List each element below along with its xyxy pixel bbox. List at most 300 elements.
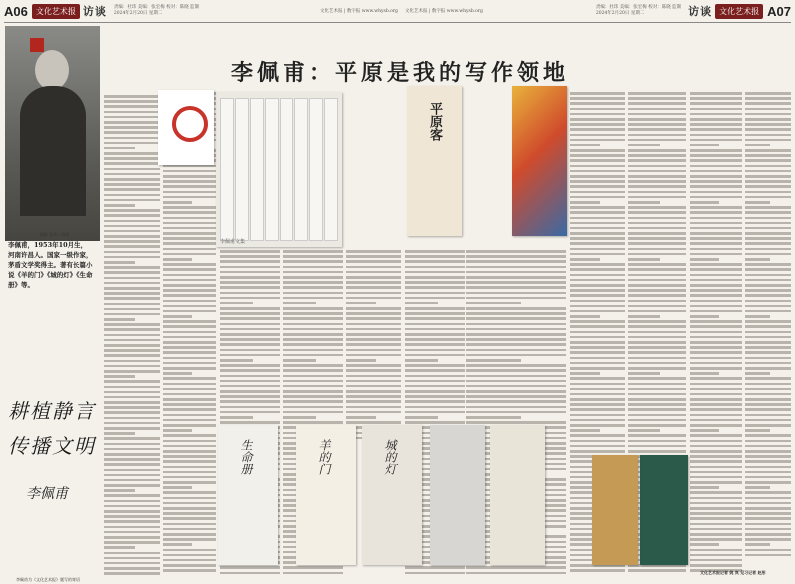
- text-line: [283, 328, 343, 331]
- text-line: [745, 92, 791, 95]
- text-line: [570, 393, 625, 396]
- text-line: [570, 300, 625, 303]
- author-bio: 李佩甫，1953年10月生，河南许昌人。国家一级作家，茅盾文学奖得主。著有长篇小说《羊的门》《城的灯》《生命册》等。: [8, 241, 93, 289]
- text-line: [104, 422, 160, 425]
- text-line: [570, 403, 625, 406]
- text-line: [745, 180, 791, 183]
- text-line: [690, 517, 742, 520]
- text-line: [104, 411, 160, 414]
- text-line: [104, 318, 135, 321]
- text-line: [690, 222, 742, 225]
- text-line: [163, 253, 216, 256]
- text-line: [466, 416, 521, 419]
- text-line: [628, 123, 686, 126]
- text-line: [570, 118, 625, 121]
- text-line: [163, 543, 192, 546]
- text-line: [690, 325, 742, 328]
- text-line: [745, 455, 791, 458]
- text-line: [745, 206, 791, 209]
- text-line: [163, 414, 216, 417]
- text-line: [690, 279, 742, 282]
- text-line: [104, 199, 160, 202]
- text-line: [570, 377, 625, 380]
- text-line: [570, 320, 625, 323]
- text-line: [690, 92, 742, 95]
- text-line: [628, 445, 686, 448]
- text-line: [690, 372, 719, 375]
- text-line: [745, 232, 791, 235]
- text-line: [570, 372, 600, 375]
- text-line: [220, 349, 280, 352]
- text-line: [745, 315, 770, 318]
- text-line: [405, 312, 465, 315]
- text-line: [405, 255, 465, 258]
- text-line: [283, 250, 343, 253]
- text-line: [104, 443, 160, 446]
- text-line: [570, 357, 625, 360]
- text-line: [690, 206, 742, 209]
- text-line: [346, 333, 401, 336]
- text-line: [570, 440, 625, 443]
- text-line: [163, 227, 216, 230]
- text-line: [690, 310, 742, 313]
- text-line: [466, 359, 521, 362]
- text-line: [628, 102, 686, 105]
- text-line: [104, 328, 160, 331]
- text-line: [466, 364, 566, 367]
- text-line: [104, 157, 160, 160]
- text-line: [163, 336, 216, 339]
- text-line: [405, 302, 438, 305]
- text-line: [163, 476, 216, 479]
- text-line: [570, 414, 625, 417]
- paper-logo-right: 文化艺术报: [715, 4, 763, 19]
- text-line: [163, 331, 216, 334]
- text-line: [690, 237, 742, 240]
- text-line: [220, 380, 280, 383]
- text-line: [745, 419, 791, 422]
- text-line: [283, 354, 343, 357]
- text-line: [283, 349, 343, 352]
- text-line: [570, 279, 625, 282]
- text-line: [104, 365, 160, 368]
- text-line: [570, 170, 625, 173]
- text-line: [405, 385, 465, 388]
- text-line: [163, 341, 216, 344]
- text-line: [745, 549, 791, 552]
- text-line: [346, 323, 401, 326]
- text-line: [690, 533, 742, 536]
- text-line: [163, 403, 216, 406]
- text-line: [628, 320, 686, 323]
- text-line: [163, 460, 216, 463]
- text-line: [466, 411, 566, 414]
- text-line: [104, 437, 160, 440]
- text-line: [104, 162, 160, 165]
- text-line: [745, 191, 791, 194]
- text-line: [570, 217, 625, 220]
- text-line: [628, 274, 686, 277]
- text-line: [283, 286, 343, 289]
- text-line: [745, 434, 791, 437]
- text-line: [346, 380, 401, 383]
- text-line: [104, 520, 160, 523]
- text-line: [745, 237, 791, 240]
- text-line: [220, 260, 280, 263]
- text-line: [220, 281, 280, 284]
- text-line: [220, 359, 253, 362]
- text-line: [163, 507, 216, 510]
- text-line: [163, 305, 216, 308]
- text-line: [283, 395, 343, 398]
- text-line: [283, 411, 343, 414]
- text-line: [104, 173, 160, 176]
- text-line: [745, 393, 791, 396]
- text-line: [104, 448, 160, 451]
- text-line: [690, 253, 742, 256]
- text-line: [220, 297, 280, 300]
- text-line: [628, 388, 686, 391]
- text-line: [690, 543, 719, 546]
- text-line: [745, 149, 791, 152]
- text-line: [104, 261, 135, 264]
- text-line: [570, 201, 600, 204]
- text-line: [628, 185, 686, 188]
- text-line: [163, 351, 216, 354]
- text-line: [570, 450, 625, 453]
- text-line: [163, 466, 216, 469]
- text-line: [163, 237, 216, 240]
- text-line: [690, 434, 742, 437]
- text-line: [570, 294, 625, 297]
- text-line: [163, 175, 216, 178]
- text-line: [745, 388, 791, 391]
- text-line: [104, 183, 160, 186]
- text-line: [628, 346, 686, 349]
- text-line: [104, 526, 160, 529]
- text-line: [628, 393, 686, 396]
- text-line: [163, 554, 216, 557]
- text-line: [628, 325, 686, 328]
- text-line: [163, 481, 216, 484]
- text-line: [466, 400, 566, 403]
- text-line: [104, 142, 160, 145]
- text-line: [283, 364, 343, 367]
- section-title-left: 访谈: [82, 5, 107, 18]
- text-line: [745, 170, 791, 173]
- text-line: [104, 406, 160, 409]
- text-line: [690, 154, 742, 157]
- calligraphy-line-2: 传播文明: [8, 434, 96, 458]
- text-line: [628, 144, 660, 147]
- text-line: [163, 549, 216, 552]
- text-line: [628, 268, 686, 271]
- text-line: [628, 201, 660, 204]
- text-line: [690, 460, 742, 463]
- text-line: [220, 302, 253, 305]
- text-line: [690, 528, 742, 531]
- header-center-left: 文化艺术报 | 数字报 www.whysb.org: [320, 9, 398, 14]
- text-line: [690, 346, 742, 349]
- text-line: [405, 369, 465, 372]
- text-line: [745, 341, 791, 344]
- text-line: [570, 128, 625, 131]
- text-line: [628, 300, 686, 303]
- text-line: [690, 476, 742, 479]
- text-line: [163, 357, 216, 360]
- text-line: [690, 341, 742, 344]
- text-line: [283, 312, 343, 315]
- text-line: [104, 349, 160, 352]
- text-line: [745, 118, 791, 121]
- text-line: [628, 232, 686, 235]
- text-line: [745, 284, 791, 287]
- text-line: [745, 372, 770, 375]
- text-line: [745, 263, 791, 266]
- text-line: [745, 159, 791, 162]
- text-line: [690, 538, 742, 541]
- text-line: [163, 512, 216, 515]
- text-line: [745, 362, 791, 365]
- text-line: [745, 300, 791, 303]
- text-line: [628, 310, 686, 313]
- text-line: [570, 92, 625, 95]
- text-line: [346, 260, 401, 263]
- text-line: [628, 118, 686, 121]
- text-line: [163, 284, 216, 287]
- text-line: [346, 250, 401, 253]
- text-line: [104, 194, 160, 197]
- photo-caption: 摄影 张伟 / 供图: [40, 232, 70, 237]
- text-line: [690, 357, 742, 360]
- text-line: [283, 297, 343, 300]
- text-line: [104, 484, 160, 487]
- author-portrait: [5, 26, 100, 241]
- text-line: [405, 281, 465, 284]
- text-line: [346, 375, 401, 378]
- text-line: [104, 432, 135, 435]
- text-line: [220, 411, 280, 414]
- text-line: [163, 217, 216, 220]
- text-line: [346, 354, 401, 357]
- text-line: [628, 206, 686, 209]
- text-line: [104, 220, 160, 223]
- text-line: [745, 497, 791, 500]
- text-line: [745, 201, 770, 204]
- text-line: [690, 185, 742, 188]
- text-line: [745, 450, 791, 453]
- text-line: [570, 123, 625, 126]
- text-line: [570, 419, 625, 422]
- text-line: [104, 137, 160, 140]
- text-line: [466, 395, 566, 398]
- text-line: [104, 297, 160, 300]
- text-line: [628, 398, 686, 401]
- text-line: [690, 455, 742, 458]
- text-line: [104, 469, 160, 472]
- text-line: [283, 292, 343, 295]
- text-line: [283, 406, 343, 409]
- book-cover-pale: [490, 425, 545, 565]
- text-line: [466, 292, 566, 295]
- text-line: [628, 139, 686, 142]
- text-line: [466, 276, 566, 279]
- text-line: [628, 424, 686, 427]
- text-line: [104, 417, 160, 420]
- text-line: [104, 240, 160, 243]
- text-line: [690, 113, 742, 116]
- text-line: [163, 242, 216, 245]
- text-line: [745, 502, 791, 505]
- text-line: [745, 102, 791, 105]
- page-number-right: A07: [767, 3, 791, 19]
- text-line: [283, 385, 343, 388]
- text-line: [163, 559, 216, 562]
- text-column-3: [163, 92, 216, 580]
- text-line: [690, 320, 742, 323]
- text-line: [163, 393, 216, 396]
- text-line: [628, 149, 686, 152]
- text-line: [570, 325, 625, 328]
- text-line: [405, 286, 465, 289]
- text-line: [690, 388, 742, 391]
- text-line: [346, 255, 401, 258]
- text-line: [570, 367, 625, 370]
- text-line: [745, 248, 791, 251]
- text-line: [690, 549, 742, 552]
- text-line: [745, 554, 791, 557]
- text-line: [405, 271, 465, 274]
- header-right: [592, 0, 791, 22]
- text-line: [163, 289, 216, 292]
- text-line: [628, 403, 686, 406]
- text-line: [283, 343, 343, 346]
- text-line: [466, 260, 566, 263]
- text-line: [690, 497, 742, 500]
- text-line: [283, 572, 343, 575]
- text-line: [745, 414, 791, 417]
- text-line: [220, 323, 280, 326]
- text-line: [745, 528, 791, 531]
- text-line: [628, 165, 686, 168]
- text-line: [570, 206, 625, 209]
- text-line: [628, 196, 686, 199]
- text-line: [745, 165, 791, 168]
- text-line: [405, 250, 465, 253]
- text-line: [104, 251, 160, 254]
- text-line: [104, 313, 160, 316]
- text-line: [628, 258, 660, 261]
- text-line: [628, 191, 686, 194]
- text-line: [690, 289, 742, 292]
- text-line: [220, 271, 280, 274]
- text-line: [628, 154, 686, 157]
- text-line: [466, 375, 566, 378]
- text-line: [163, 248, 216, 251]
- text-line: [283, 421, 343, 424]
- text-line: [220, 343, 280, 346]
- text-line: [104, 204, 135, 207]
- text-line: [628, 367, 686, 370]
- text-line: [405, 359, 438, 362]
- text-line: [690, 491, 742, 494]
- text-line: [628, 170, 686, 173]
- text-line: [570, 408, 625, 411]
- text-line: [346, 338, 401, 341]
- text-line: [570, 102, 625, 105]
- text-column-11: [690, 92, 742, 580]
- text-line: [690, 351, 742, 354]
- text-line: [346, 281, 401, 284]
- text-line: [690, 118, 742, 121]
- text-line: [690, 201, 719, 204]
- header-meta-left: 责编：杜玮 美编：张宏梅 校对：陈晓 监制 2024年2月20日 星期二: [113, 5, 200, 16]
- text-line: [690, 445, 742, 448]
- text-line: [405, 416, 438, 419]
- calligraphy-signature: 李佩甫: [26, 486, 68, 502]
- text-line: [745, 424, 791, 427]
- text-line: [346, 385, 401, 388]
- text-line: [745, 242, 791, 245]
- text-line: [220, 266, 280, 269]
- text-line: [690, 512, 742, 515]
- text-line: [570, 284, 625, 287]
- text-line: [570, 242, 625, 245]
- text-line: [104, 546, 135, 549]
- text-line: [104, 100, 160, 103]
- text-line: [104, 225, 160, 228]
- text-line: [745, 108, 791, 111]
- text-line: [220, 369, 280, 372]
- book-cover-yangdemen: 羊的门: [296, 425, 356, 565]
- text-line: [104, 458, 160, 461]
- text-line: [745, 543, 770, 546]
- text-line: [570, 180, 625, 183]
- text-line: [346, 286, 401, 289]
- text-line: [690, 429, 719, 432]
- text-line: [745, 211, 791, 214]
- text-line: [466, 390, 566, 393]
- text-line: [405, 333, 465, 336]
- text-line: [405, 328, 465, 331]
- text-line: [466, 255, 566, 258]
- text-line: [220, 566, 280, 569]
- text-line: [745, 305, 791, 308]
- text-line: [104, 396, 160, 399]
- text-line: [628, 357, 686, 360]
- text-line: [570, 429, 600, 432]
- text-line: [570, 424, 625, 427]
- text-line: [690, 466, 742, 469]
- text-line: [220, 328, 280, 331]
- text-line: [628, 372, 660, 375]
- text-column-6: [346, 250, 401, 445]
- text-line: [466, 281, 566, 284]
- text-line: [163, 502, 216, 505]
- text-line: [104, 401, 160, 404]
- text-line: [570, 154, 625, 157]
- text-line: [628, 351, 686, 354]
- text-line: [104, 427, 160, 430]
- text-line: [163, 429, 192, 432]
- text-line: [570, 248, 625, 251]
- text-line: [690, 258, 719, 261]
- text-line: [570, 268, 625, 271]
- text-line: [570, 341, 625, 344]
- text-line: [570, 305, 625, 308]
- portrait-body: [20, 86, 86, 216]
- book-cover-collection: 李佩甫文集: [216, 92, 342, 247]
